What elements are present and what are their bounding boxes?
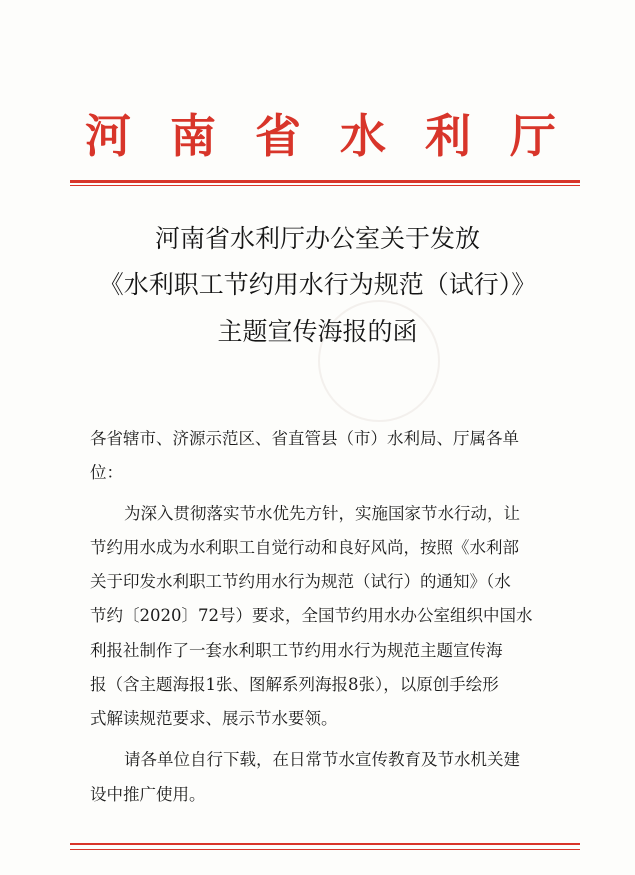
letterhead [60,108,580,164]
paragraph-1-line-2: 节约用水成为水利职工自觉行动和良好风尚，按照《水利部 [90,538,519,557]
salutation-line-2: 位： [90,463,123,482]
letterhead-char: 河 [85,109,131,163]
paragraph-1-line-4: 节约〔2020〕72号）要求，全国节约用水办公室组织中国水 [90,606,533,625]
letterhead-char: 利 [425,109,471,163]
footer-rule-thin [70,849,580,850]
paragraph-1-line-7: 式解读规范要求、展示节水要领。 [90,709,338,728]
document-title-line-3: 主题宣传海报的函 [217,317,418,346]
paragraph-1-line-5: 利报社制作了一套水利职工节约用水行为规范主题宣传海 [90,641,503,660]
letterhead-char: 水 [340,109,386,163]
letterhead-char: 厅 [510,109,556,163]
letterhead-char: 省 [255,109,301,163]
paragraph-2-line-2: 设中推广使用。 [90,785,206,804]
footer-rule-thick [70,843,580,845]
letterhead-rule-thin [70,185,580,186]
paragraph-1-line-3: 关于印发水利职工节约用水行为规范（试行）的通知》（水 [90,572,511,591]
salutation-line-1: 各省辖市、济源示范区、省直管县（市）水利局、厅属各单 [90,429,519,448]
letterhead-rule-thick [70,180,580,183]
paragraph-2-line-1: 请各单位自行下载，在日常节水宣传教育及节水机关建 [124,750,520,769]
letterhead-char: 南 [170,109,216,163]
document-title-line-2: 《水利职工节约用水行为规范（试行）》 [98,270,537,299]
paragraph-1-line-1: 为深入贯彻落实节水优先方针，实施国家节水行动，让 [124,504,520,523]
document-title-line-1: 河南省水利厅办公室关于发放 [154,224,480,253]
paragraph-1-line-6: 报（含主题海报1张、图解系列海报8张），以原创手绘形 [90,675,499,694]
